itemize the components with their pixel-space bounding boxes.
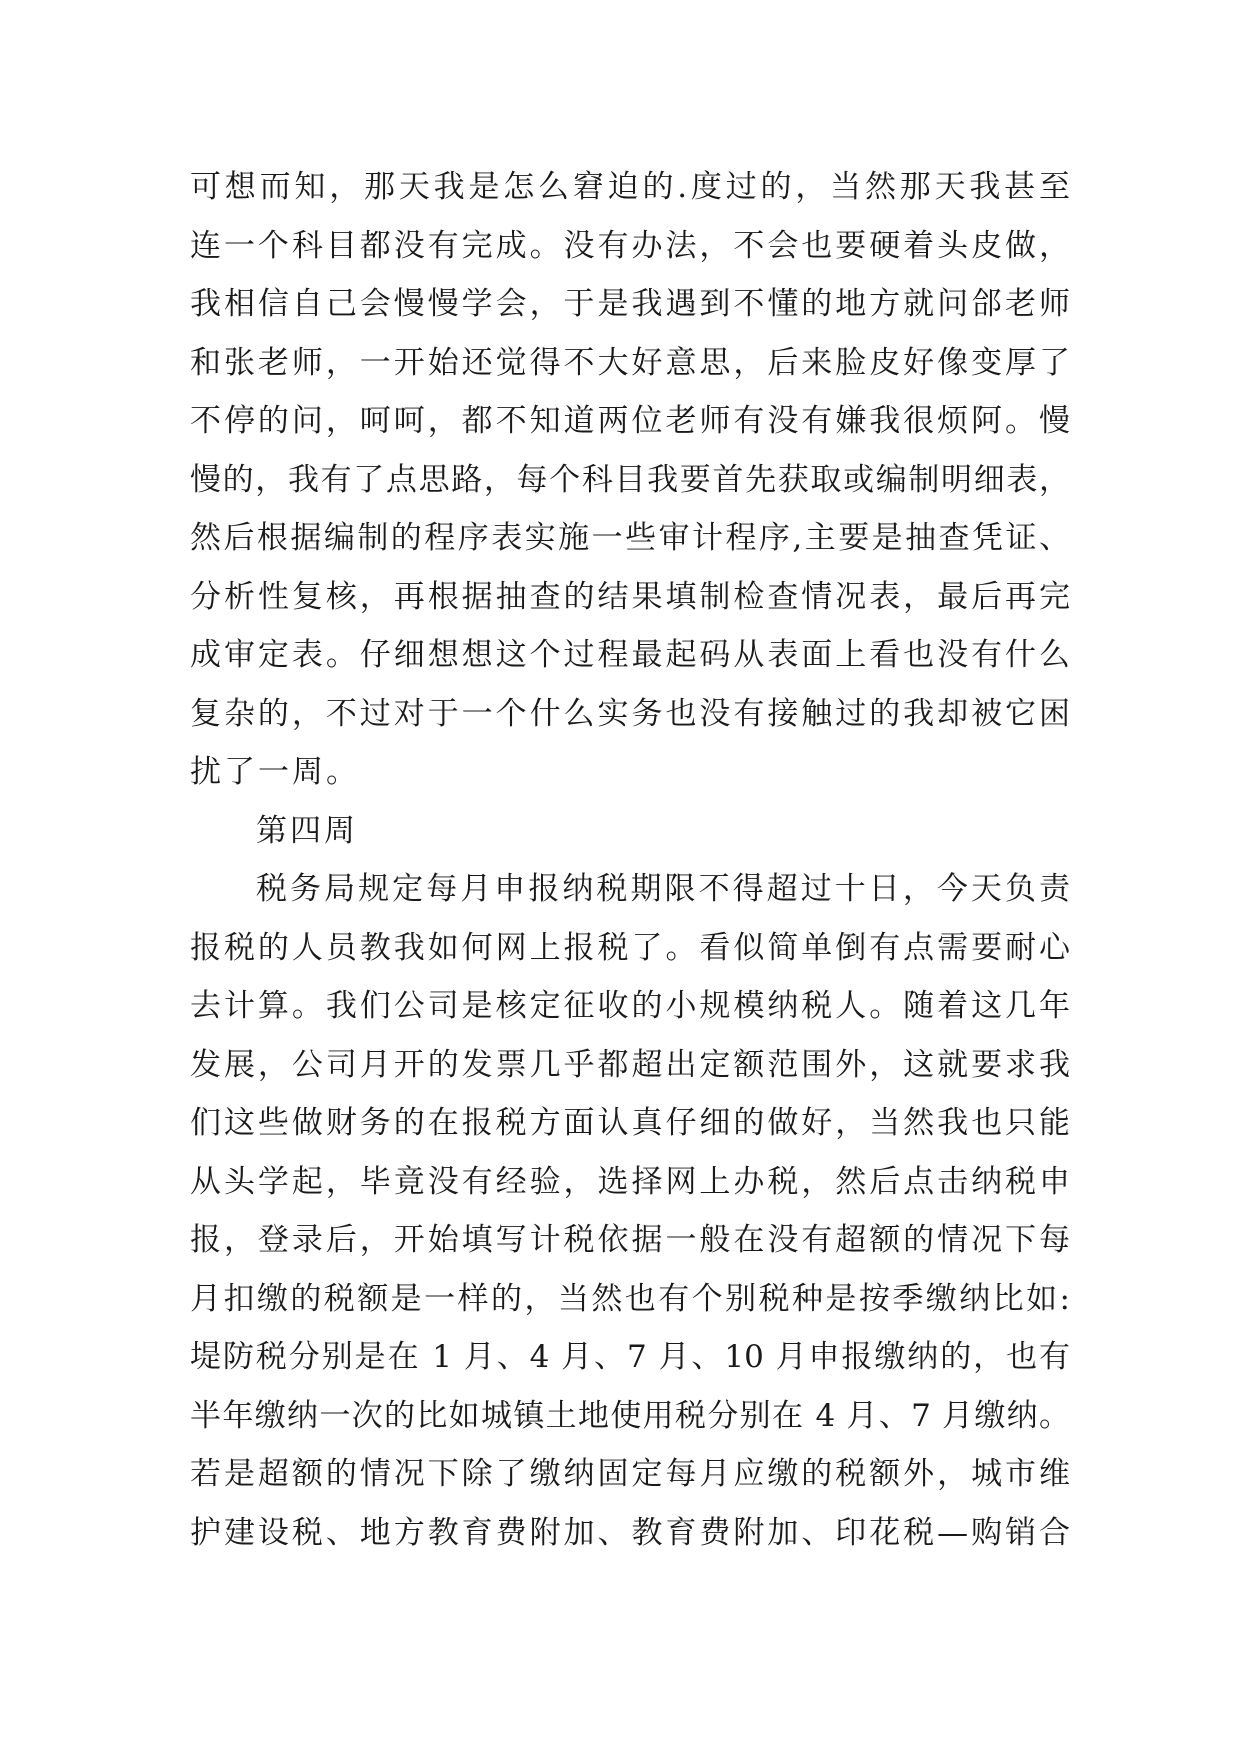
text-line: 不停的问，呵呵，都不知道两位老师有没有嫌我很烦阿。慢 xyxy=(190,403,1070,439)
text-line: 去计算。我们公司是核定征收的小规模纳税人。随着这几年 xyxy=(190,988,1070,1024)
text-line: 然后根据编制的程序表实施一些审计程序,主要是抽查凭证、 xyxy=(190,520,1070,556)
text-line: 半年缴纳一次的比如城镇土地使用税分别在 4 月、7 月缴纳。 xyxy=(190,1397,1070,1434)
paragraph-first-line: 税务局规定每月申报纳税期限不得超过十日，今天负责 xyxy=(256,871,1070,907)
text-line: 慢的，我有了点思路，每个科目我要首先获取或编制明细表， xyxy=(190,461,1070,498)
text-line: 和张老师，一开始还觉得不大好意思，后来脸皮好像变厚了 xyxy=(190,344,1070,381)
text-line: 报，登录后，开始填写计税依据一般在没有超额的情况下每 xyxy=(190,1222,1070,1258)
text-line: 从头学起，毕竟没有经验，选择网上办税，然后点击纳税申 xyxy=(190,1163,1070,1200)
text-line: 可想而知，那天我是怎么窘迫的.度过的，当然那天我甚至 xyxy=(190,169,1070,205)
text-line: 们这些做财务的在报税方面认真仔细的做好，当然我也只能 xyxy=(190,1105,1070,1141)
text-line: 报税的人员教我如何网上报税了。看似简单倒有点需要耐心 xyxy=(190,929,1070,966)
section-heading: 第四周 xyxy=(256,812,358,849)
text-line: 月扣缴的税额是一样的，当然也有个别税种是按季缴纳比如: xyxy=(190,1280,1070,1317)
text-line: 发展，公司月开的发票几乎都超出定额范围外，这就要求我 xyxy=(190,1046,1070,1083)
text-line: 我相信自己会慢慢学会，于是我遇到不懂的地方就问郃老师 xyxy=(190,286,1070,322)
text-line: 分析性复核，再根据抽查的结果填制检查情况表，最后再完 xyxy=(190,578,1070,615)
text-line: 成审定表。仔细想想这个过程最起码从表面上看也没有什么 xyxy=(190,637,1070,673)
text-line: 连一个科目都没有完成。没有办法，不会也要硬着头皮做， xyxy=(190,227,1070,264)
text-line: 复杂的，不过对于一个什么实务也没有接触过的我却被它困 xyxy=(190,695,1070,732)
body-text xyxy=(190,158,1070,1562)
text-line: 堤防税分别是在 1 月、4 月、7 月、10 月申报缴纳的，也有 xyxy=(190,1339,1070,1375)
text-line: 护建设税、地方教育费附加、教育费附加、印花税—购销合 xyxy=(190,1514,1070,1551)
text-line: 若是超额的情况下除了缴纳固定每月应缴的税额外，城市维 xyxy=(190,1456,1070,1492)
paragraph-end-line: 扰了一周。 xyxy=(190,754,360,790)
